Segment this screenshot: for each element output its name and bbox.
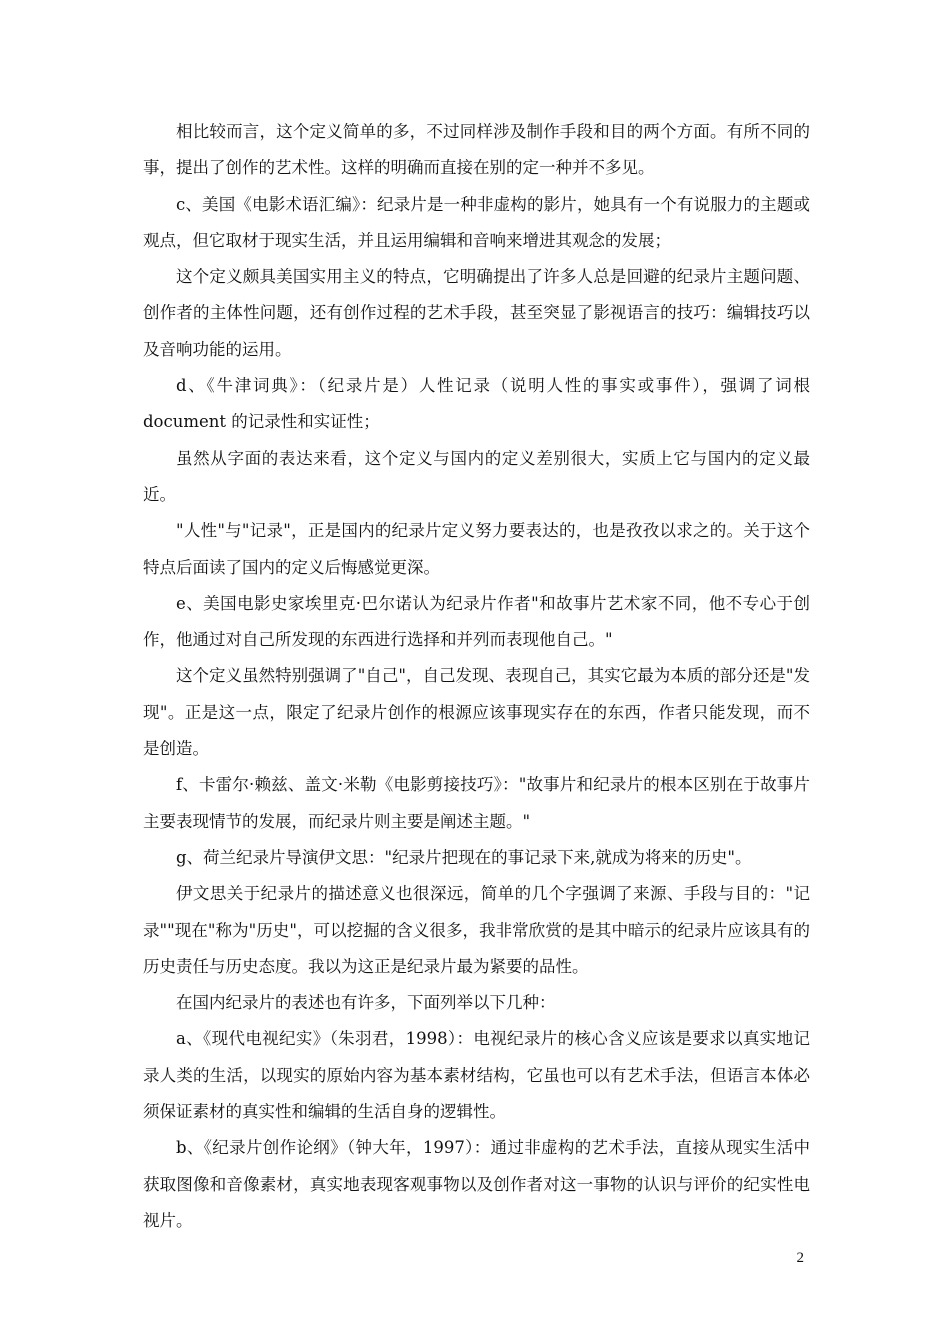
paragraph: 相比较而言，这个定义简单的多，不过同样涉及制作手段和目的两个方面。有所不同的事，提出了创作的艺术性。这样的明确而直接在别的定一种并不多见。 xyxy=(143,122,810,178)
paragraph: 这个定义颇具美国实用主义的特点，它明确提出了许多人总是回避的纪录片主题问题、创作者的主体性问题，还有创作过程的艺术手段，甚至突显了影视语言的技巧：编辑技巧以及音响功能的运用。 xyxy=(143,267,810,359)
paragraph: a、《现代电视纪实》（朱羽君，1998）：电视纪录片的核心含义应该是要求以真实地记录人类的生活，以现实的原始内容为基本素材结构，它虽也可以有艺术手法，但语言本体必须保证素材的真实性和编辑的生活自身的逻辑性。 xyxy=(143,1029,810,1122)
page-number: 2 xyxy=(796,1250,804,1266)
body-text xyxy=(143,114,810,1239)
paragraph: "人性"与"记录"，正是国内的纪录片定义努力要表达的，也是孜孜以求之的。关于这个特点后面读了国内的定义后悔感觉更深。 xyxy=(143,521,810,577)
paragraph: e、美国电影史家埃里克·巴尔诺认为纪录片作者"和故事片艺术家不同，他不专心于创作，他通过对自己所发现的东西进行选择和并列而表现他自己。" xyxy=(143,593,810,650)
paragraph: 伊文思关于纪录片的描述意义也很深远，简单的几个字强调了来源、手段与目的："记录""现在"称为"历史"，可以挖掘的含义很多，我非常欣赏的是其中暗示的纪录片应该具有的历史责任与历史态度。我以为这正是纪录片最为紧要的品性。 xyxy=(143,884,810,976)
paragraph: f、卡雷尔·赖兹、盖文·米勒《电影剪接技巧》："故事片和纪录片的根本区别在于故事片主要表现情节的发展，而纪录片则主要是阐述主题。" xyxy=(143,775,810,831)
paragraph: 这个定义虽然特别强调了"自己"，自己发现、表现自己，其实它最为本质的部分还是"发现"。正是这一点，限定了纪录片创作的根源应该事现实存在的东西，作者只能发现，而不是创造。 xyxy=(143,666,810,759)
paragraph: g、荷兰纪录片导演伊文思："纪录片把现在的事记录下来,就成为将来的历史"。 xyxy=(176,847,752,867)
paragraph: 在国内纪录片的表述也有许多，下面列举以下几种： xyxy=(176,993,556,1013)
paragraph: c、美国《电影术语汇编》：纪录片是一种非虚构的影片，她具有一个有说服力的主题或观点，但它取材于现实生活，并且运用编辑和音响来增进其观念的发展； xyxy=(143,194,810,250)
paragraph: b、《纪录片创作论纲》（钟大年，1997）：通过非虚构的艺术手法，直接从现实生活中获取图像和音像素材，真实地表现客观事物以及创作者对这一事物的认识与评价的纪实性电视片。 xyxy=(143,1138,810,1230)
paragraph: d、《牛津词典》：（纪录片是）人性记录（说明人性的事实或事件），强调了词根 document 的记录性和实证性； xyxy=(143,376,810,432)
paragraph: 虽然从字面的表达来看，这个定义与国内的定义差别很大，实质上它与国内的定义最近。 xyxy=(143,448,810,504)
